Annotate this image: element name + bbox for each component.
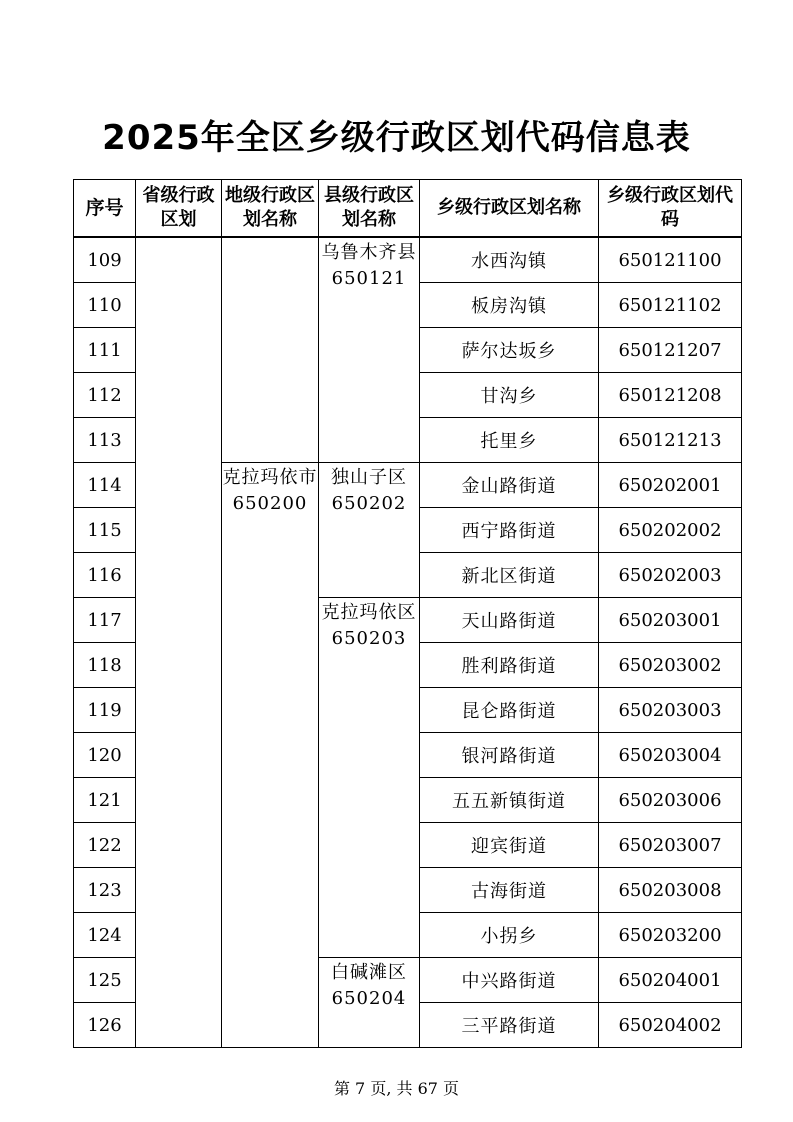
township-code: 650202003	[599, 553, 742, 598]
township-name: 托里乡	[420, 418, 599, 463]
township-name: 中兴路街道	[420, 958, 599, 1003]
township-code: 650203001	[599, 598, 742, 643]
township-code: 650121100	[599, 237, 742, 283]
township-code: 650203007	[599, 823, 742, 868]
county-cell: 白碱滩区 650204	[319, 958, 420, 1048]
prefecture-cell	[222, 237, 319, 463]
township-code: 650121208	[599, 373, 742, 418]
township-code: 650203200	[599, 913, 742, 958]
province-cell	[136, 237, 222, 1048]
row-seq: 126	[74, 1003, 136, 1048]
table-row	[74, 237, 742, 283]
township-name: 五五新镇街道	[420, 778, 599, 823]
row-seq: 113	[74, 418, 136, 463]
row-seq: 121	[74, 778, 136, 823]
township-name: 古海街道	[420, 868, 599, 913]
township-code: 650204002	[599, 1003, 742, 1048]
county-cell: 乌鲁木齐县 650121	[319, 237, 420, 463]
township-code: 650203004	[599, 733, 742, 778]
row-seq: 123	[74, 868, 136, 913]
row-seq: 118	[74, 643, 136, 688]
row-seq: 115	[74, 508, 136, 553]
row-seq: 114	[74, 463, 136, 508]
row-seq: 117	[74, 598, 136, 643]
township-name: 萨尔达坂乡	[420, 328, 599, 373]
header-prefecture: 地级行政区划名称	[222, 180, 319, 238]
township-name: 小拐乡	[420, 913, 599, 958]
township-code: 650203006	[599, 778, 742, 823]
row-seq: 122	[74, 823, 136, 868]
row-seq: 125	[74, 958, 136, 1003]
prefecture-cell: 克拉玛依市 650200	[222, 463, 319, 1048]
township-name: 金山路街道	[420, 463, 599, 508]
township-name: 胜利路街道	[420, 643, 599, 688]
township-name: 甘沟乡	[420, 373, 599, 418]
table-header-row	[74, 180, 742, 238]
township-name: 昆仑路街道	[420, 688, 599, 733]
header-township-name: 乡级行政区划名称	[420, 180, 599, 238]
township-code: 650204001	[599, 958, 742, 1003]
header-township-code: 乡级行政区划代码	[599, 180, 742, 238]
township-code: 650121207	[599, 328, 742, 373]
row-seq: 124	[74, 913, 136, 958]
township-name: 水西沟镇	[420, 237, 599, 283]
township-name: 板房沟镇	[420, 283, 599, 328]
township-name: 三平路街道	[420, 1003, 599, 1048]
township-name: 银河路街道	[420, 733, 599, 778]
page-footer: 第 7 页, 共 67 页	[333, 1079, 460, 1098]
township-code: 650203002	[599, 643, 742, 688]
row-seq: 119	[74, 688, 136, 733]
township-name: 新北区街道	[420, 553, 599, 598]
row-seq: 109	[74, 237, 136, 283]
header-seq: 序号	[74, 180, 136, 238]
county-cell: 独山子区 650202	[319, 463, 420, 598]
document-title: 2025年全区乡级行政区划代码信息表	[102, 118, 691, 158]
row-seq: 112	[74, 373, 136, 418]
township-code: 650202001	[599, 463, 742, 508]
row-seq: 110	[74, 283, 136, 328]
township-name: 天山路街道	[420, 598, 599, 643]
row-seq: 120	[74, 733, 136, 778]
township-code: 650202002	[599, 508, 742, 553]
township-code: 650121213	[599, 418, 742, 463]
header-province: 省级行政区划	[136, 180, 222, 238]
header-county: 县级行政区划名称	[319, 180, 420, 238]
township-code: 650121102	[599, 283, 742, 328]
division-code-table	[73, 179, 742, 1048]
township-name: 西宁路街道	[420, 508, 599, 553]
township-code: 650203003	[599, 688, 742, 733]
township-code: 650203008	[599, 868, 742, 913]
row-seq: 111	[74, 328, 136, 373]
row-seq: 116	[74, 553, 136, 598]
township-name: 迎宾街道	[420, 823, 599, 868]
county-cell: 克拉玛依区 650203	[319, 598, 420, 958]
